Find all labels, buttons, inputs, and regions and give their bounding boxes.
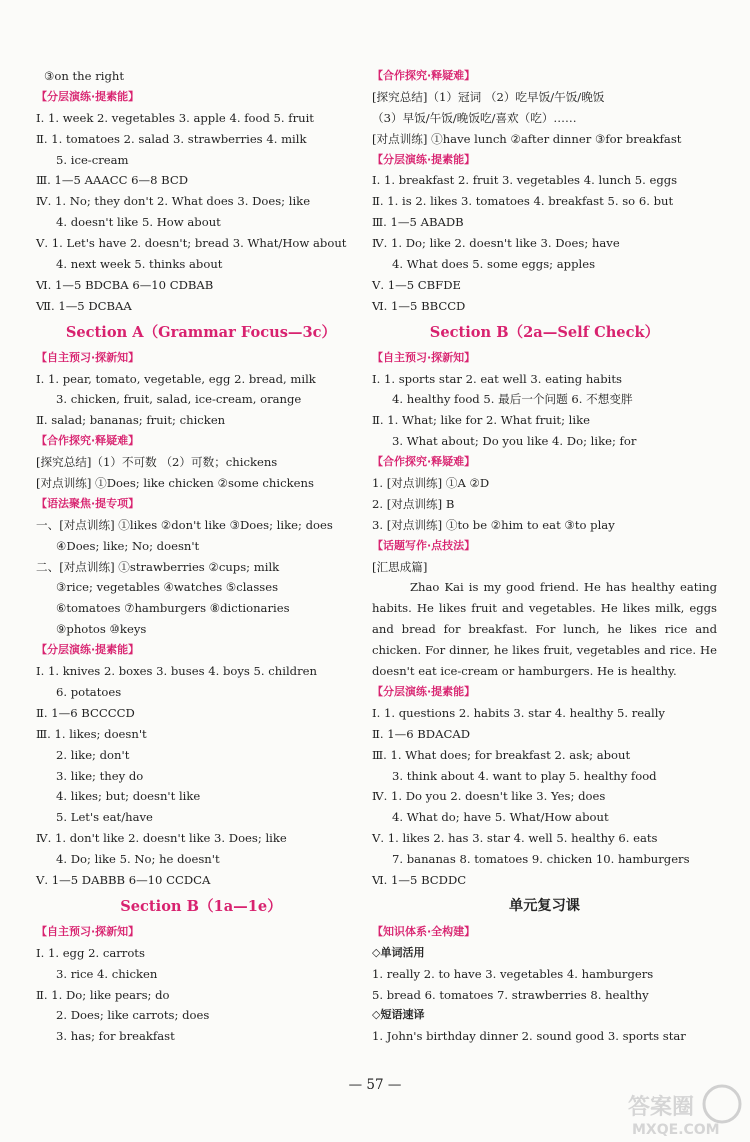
answer-line: 1. John's birthday dinner 2. sound good 3. sports star [372,1029,686,1044]
answer-line: Ⅰ. 1. sports star 2. eat well 3. eating habits [372,371,622,386]
answer-line: 2. [对点训练] B [372,496,455,511]
watermark-text-cn: 答案圈 [628,1095,695,1120]
answer-line: 4. doesn't like 5. How about [56,215,221,230]
watermark-text-en: MXQE.COM [632,1122,720,1138]
answer-line: Ⅰ. 1. questions 2. habits 3. star 4. healthy 5. really [372,705,665,720]
answer-line: 1. [对点训练] ①A ②D [372,476,490,491]
section-tag: 【自主预习·探新知】 [372,350,476,364]
section-tag: 【合作探究·释疑难】 [372,69,476,82]
answer-line: Ⅵ. 1—5 BCDDC [372,873,467,888]
answer-line: Ⅰ. 1. breakfast 2. fruit 3. vegetables 4. lunch 5. eggs [372,173,678,188]
answer-line: [探究总结]（1）不可数 （2）可数；chickens [36,455,278,470]
answer-line: [对点训练] ①have lunch ②after dinner ③for breakfast [372,131,682,146]
section-tag: 【合作探究·释疑难】 [372,455,476,469]
essay-paragraph: Zhao Kai is my good friend. He has healthy eating habits. He likes fruit and vegetables. He likes milk, eggs and bread for breakfast. For lunch, he likes rice and chicken. For dinner, he likes fruit, vegetables and rice. He doesn't eat ice-cream or hamburgers. He is healthy. [372,580,717,679]
answer-line: ③rice; vegetables ④watches ⑤classes [56,580,279,595]
answer-line: 6. potatoes [56,684,122,699]
answer-line: 3. [对点训练] ①to be ②him to eat ③to play [372,517,615,532]
section-tag: 【合作探究·释疑难】 [36,434,140,448]
answer-line: 7. bananas 8. tomatoes 9. chicken 10. hamburgers [392,852,690,867]
answer-line: Ⅱ. 1—6 BDACAD [372,726,471,741]
answer-line: 2. Does; like carrots; does [56,1008,210,1023]
section-tag: 【分层演练·提素能】 [372,685,476,699]
left-column [36,66,366,1047]
page-number: — 57 — [348,1077,402,1093]
answer-line: Ⅲ. 1—5 AAACC 6—8 BCD [36,173,189,188]
answer-line: Ⅰ. 1. knives 2. boxes 3. buses 4. boys 5. children [36,664,317,679]
answer-line: Ⅱ. 1—6 BCCCCD [36,705,135,720]
answer-line: [对点训练] ①Does; like chicken ②some chickens [36,476,314,491]
section-tag: 【话题写作·点技法】 [372,538,476,552]
answer-line: Ⅲ. 1. What does; for breakfast 2. ask; about [372,747,631,762]
answer-line: Ⅰ. 1. pear, tomato, vegetable, egg 2. bread, milk [36,371,316,386]
section-tag: 【知识体系·全构建】 [372,924,476,938]
answer-line: ③on the right [44,69,124,83]
answer-line: 4. next week 5. thinks about [56,257,223,272]
answer-line: Ⅱ. 1. is 2. likes 3. tomatoes 4. breakfast 5. so 6. but [372,194,674,209]
answer-line: Ⅳ. 1. don't like 2. doesn't like 3. Does; like [36,831,287,846]
answer-line: 3. like; they do [56,768,144,783]
answer-line: ⑥tomatoes ⑦hamburgers ⑧dictionaries [56,601,290,616]
answer-line: Ⅳ. 1. Do; like 2. doesn't like 3. Does; have [372,236,620,251]
answer-line: Ⅲ. 1—5 ABADB [372,215,464,230]
answer-line: 3. What about; Do you like 4. Do; like; for [392,434,637,449]
answer-line: 5. bread 6. tomatoes 7. strawberries 8. healthy [372,987,649,1002]
answer-line: 3. think about 4. want to play 5. healthy food [392,768,657,783]
answer-line: 5. ice-cream [56,152,129,167]
answer-line: 4. What do; have 5. What/How about [392,810,609,825]
section-tag: 【语法聚焦·提专项】 [36,496,140,510]
answer-line: 二、[对点训练] ①strawberries ②cups; milk [36,559,280,574]
watermark-logo [624,1082,744,1138]
section-heading: Section A（Grammar Focus—3c） [65,323,337,341]
answer-line: Ⅱ. salad; bananas; fruit; chicken [36,413,226,428]
answer-line: 4. Do; like 5. No; he doesn't [56,852,220,867]
answer-line: Ⅴ. 1. likes 2. has 3. star 4. well 5. healthy 6. eats [372,831,658,846]
section-tag: 【自主预习·探新知】 [36,350,140,364]
answer-line: Ⅱ. 1. tomatoes 2. salad 3. strawberries 4. milk [36,131,307,146]
answer-line: Ⅱ. 1. Do; like pears; do [36,987,170,1002]
answer-line: Ⅴ. 1—5 DABBB 6—10 CCDCA [36,872,211,887]
answer-line: [汇思成篇] [372,559,428,574]
answer-line: Ⅲ. 1. likes; doesn't [36,726,147,741]
sub-heading: ◇短语速译 [372,1008,425,1022]
unit-heading: 单元复习课 [509,897,580,914]
answer-line: ⑨photos ⑩keys [56,622,147,637]
answer-line: 1. really 2. to have 3. vegetables 4. hamburgers [372,966,654,981]
answer-line: Ⅴ. 1. Let's have 2. doesn't; bread 3. What/How about [36,236,347,251]
answer-line: 一、[对点训练] ①likes ②don't like ③Does; like; does [36,517,333,532]
answer-line: 3. chicken, fruit, salad, ice-cream, orange [56,392,302,407]
answer-line: 5. Let's eat/have [56,810,153,825]
answer-line: Ⅰ. 1. week 2. vegetables 3. apple 4. food 5. fruit [36,110,314,125]
section-tag: 【分层演练·提素能】 [36,89,140,103]
answer-line: Ⅵ. 1—5 BBCCD [372,298,466,313]
answer-line: Ⅱ. 1. What; like for 2. What fruit; like [372,413,590,428]
section-heading: Section B（1a—1e） [120,897,282,915]
answer-line: （3）早饭/午饭/晚饭吃/喜欢（吃）…… [372,110,577,125]
answer-line: 4. What does 5. some eggs; apples [392,257,596,272]
answer-line: Ⅰ. 1. egg 2. carrots [36,945,145,960]
section-tag: 【分层演练·提素能】 [372,152,476,166]
section-tag: 【分层演练·提素能】 [36,643,140,657]
answer-line: 3. rice 4. chicken [56,966,158,981]
answer-line: Ⅴ. 1—5 CBFDE [372,277,461,292]
answer-line: 2. like; don't [56,747,130,762]
answer-line: [探究总结]（1）冠词 （2）吃早饭/午饭/晚饭 [372,89,605,104]
answer-line: Ⅶ. 1—5 DCBAA [36,298,132,313]
section-heading: Section B（2a—Self Check） [429,323,660,341]
sub-heading: ◇单词活用 [372,945,425,959]
answer-line: ④Does; like; No; doesn't [56,538,200,553]
answer-line: 4. healthy food 5. 最后一个问题 6. 不想变胖 [392,392,633,407]
section-tag: 【自主预习·探新知】 [36,924,140,938]
answer-line: Ⅳ. 1. No; they don't 2. What does 3. Does; like [36,194,311,209]
right-column [372,66,717,1047]
answer-line: Ⅵ. 1—5 BDCBA 6—10 CDBAB [36,277,214,292]
answer-line: 3. has; for breakfast [56,1029,175,1044]
answer-line: Ⅳ. 1. Do you 2. doesn't like 3. Yes; does [372,789,606,804]
answer-line: 4. likes; but; doesn't like [56,789,201,804]
